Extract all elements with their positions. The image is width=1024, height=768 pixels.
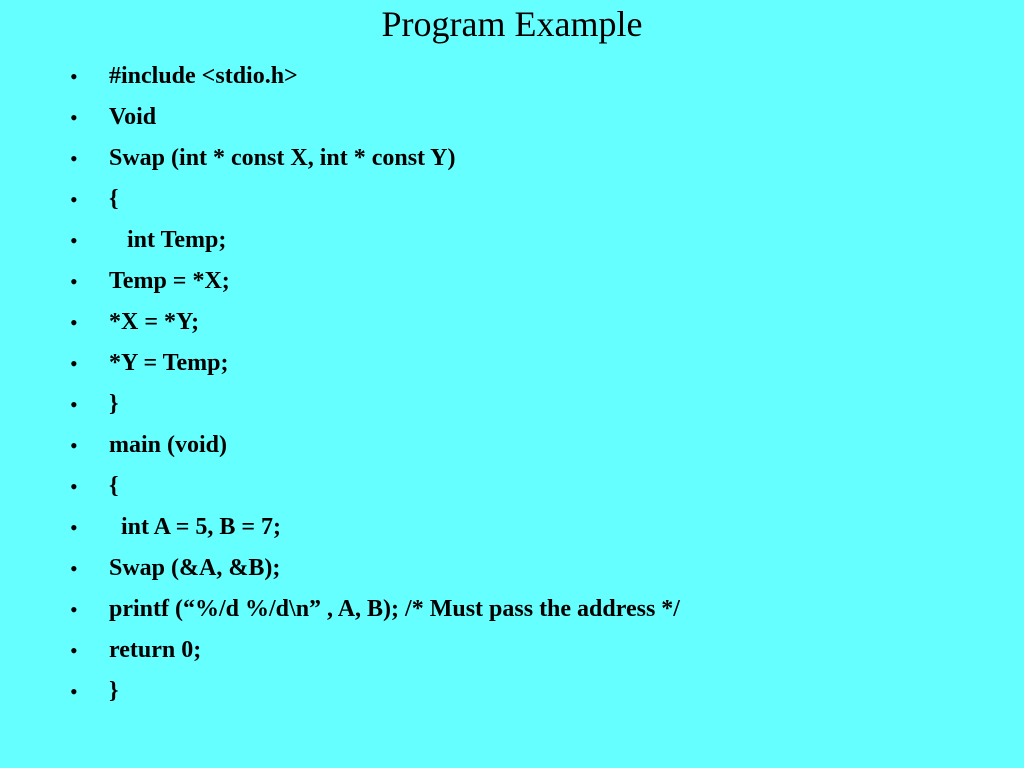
code-line-text: int A = 5, B = 7; — [109, 514, 282, 540]
bullet-icon: • — [70, 391, 78, 417]
bullet-icon: • — [70, 63, 78, 89]
code-line-swap-call — [62, 548, 1002, 589]
code-line-y-assign — [62, 343, 1002, 384]
code-line-text: } — [109, 391, 119, 417]
code-line-text: Swap (&A, &B); — [109, 555, 281, 581]
code-line-text: printf (“%/d %/d\n” , A, B); /* Must pass the address */ — [109, 596, 680, 622]
code-line-temp-assign — [62, 261, 1002, 302]
code-line-text: int Temp; — [109, 227, 227, 253]
code-line-x-assign — [62, 302, 1002, 343]
code-line-main — [62, 425, 1002, 466]
code-line-text: Swap (int * const X, int * const Y) — [109, 145, 456, 171]
code-line-open-brace — [62, 179, 1002, 220]
bullet-icon: • — [70, 432, 78, 458]
code-line-close-brace — [62, 671, 1002, 712]
bullet-icon: • — [70, 678, 78, 704]
bullet-icon: • — [70, 104, 78, 130]
code-line-int-temp — [62, 220, 1002, 261]
bullet-icon: • — [70, 473, 78, 499]
code-line-text: { — [109, 473, 119, 499]
bullet-icon: • — [70, 145, 78, 171]
bullet-icon: • — [70, 637, 78, 663]
code-line-include — [62, 56, 1002, 97]
code-line-text: return 0; — [109, 637, 202, 663]
bullet-icon: • — [70, 186, 78, 212]
code-line-text: { — [109, 186, 119, 212]
code-line-text: } — [109, 678, 119, 704]
code-line-text: Void — [109, 104, 157, 130]
bullet-icon: • — [70, 555, 78, 581]
code-line-return — [62, 630, 1002, 671]
bullet-icon: • — [70, 596, 78, 622]
bullet-icon: • — [70, 227, 78, 253]
code-line-printf — [62, 589, 1002, 630]
bullet-icon: • — [70, 309, 78, 335]
bullet-icon: • — [70, 268, 78, 294]
code-line-close-brace — [62, 384, 1002, 425]
code-line-swap-signature — [62, 138, 1002, 179]
code-line-text: main (void) — [109, 432, 228, 458]
bullet-icon: • — [70, 514, 78, 540]
code-line-void — [62, 97, 1002, 138]
code-line-text: *X = *Y; — [109, 309, 200, 335]
code-line-text: #include <stdio.h> — [109, 63, 298, 89]
bullet-icon: • — [70, 350, 78, 376]
code-line-int-a-b — [62, 507, 1002, 548]
slide-title: Program Example — [381, 4, 643, 44]
code-line-open-brace — [62, 466, 1002, 507]
code-line-text: Temp = *X; — [109, 268, 230, 294]
code-line-text: *Y = Temp; — [109, 350, 229, 376]
code-bullet-list — [62, 56, 1002, 712]
